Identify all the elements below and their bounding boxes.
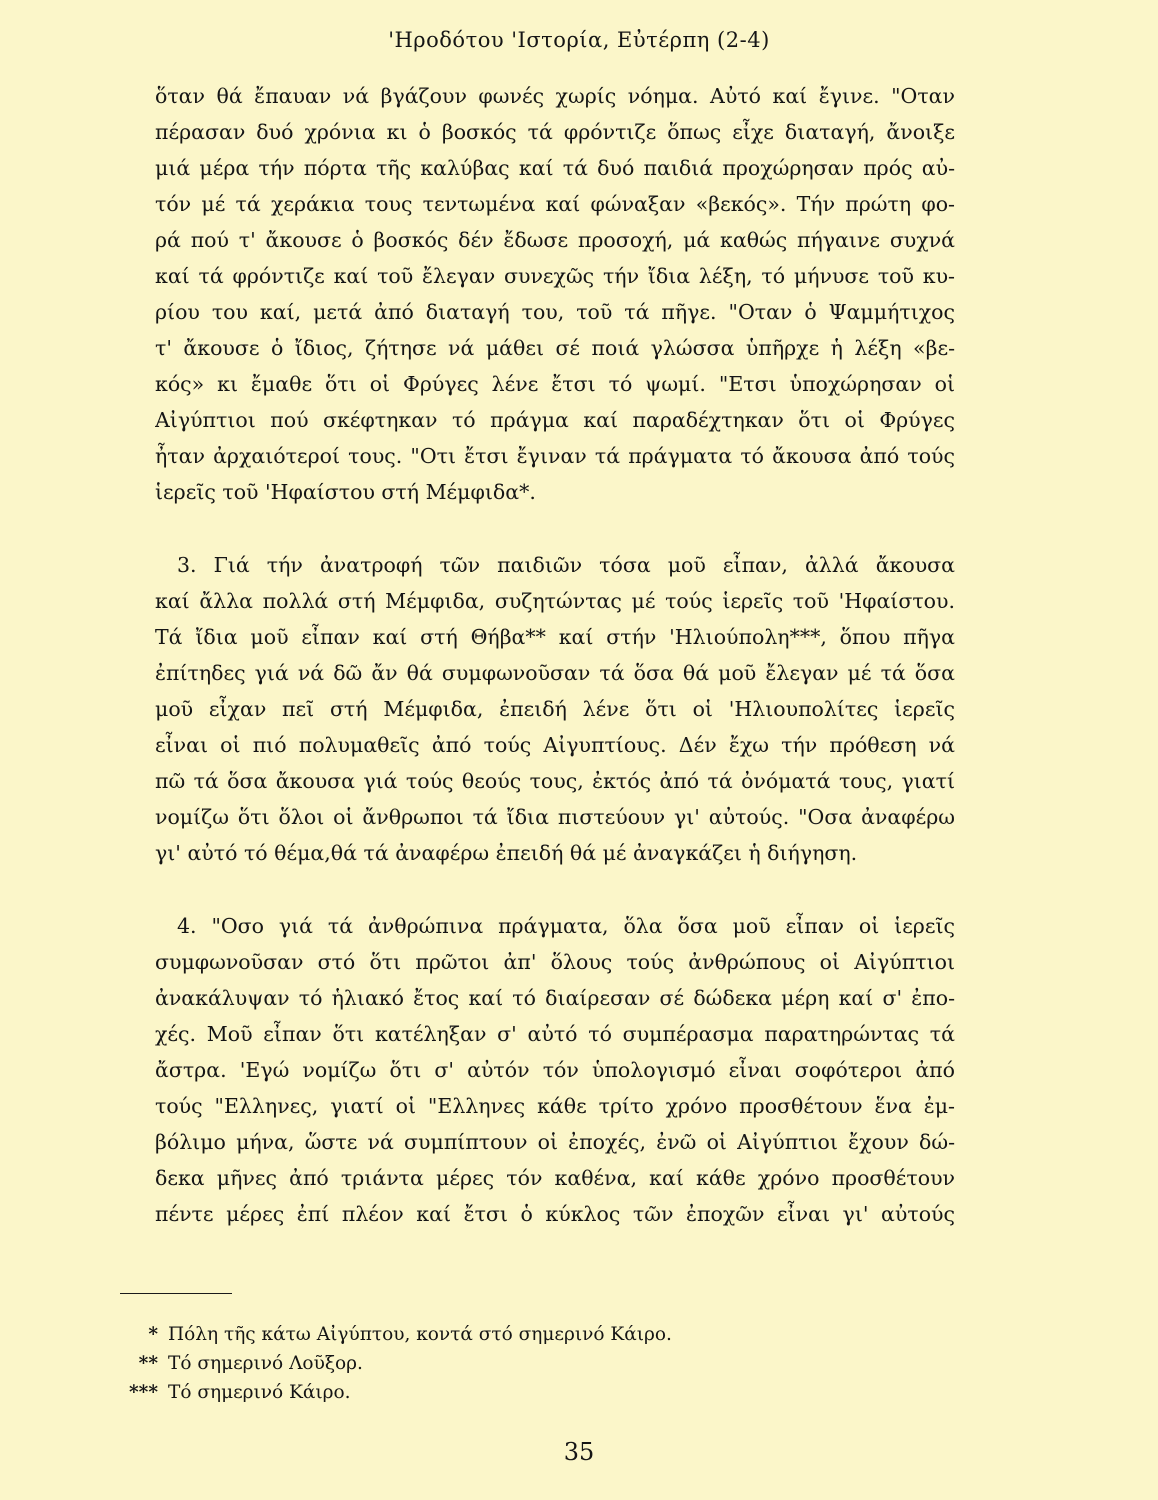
text-line: ἀνακάλυψαν τό ἡλιακό ἔτος καί τό διαίρεσαν σέ δώδεκα μέρη καί σ' ἐπο-: [155, 986, 955, 1010]
text-line: γι' αὐτό τό θέμα,θά τά ἀναφέρω ἐπειδή θά μέ ἀναγκάζει ἡ διήγηση.: [155, 841, 858, 865]
text-line: μιά μέρα τήν πόρτα τῆς καλύβας καί τά δυό παιδιά προχώρησαν πρός αὐ-: [155, 156, 955, 180]
text-line: καί τά φρόντιζε καί τοῦ ἔλεγαν συνεχῶς τήν ἴδια λέξη, τό μήνυσε τοῦ κυ-: [155, 264, 955, 288]
footnote-text: Πόλη τῆς κάτω Αἰγύπτου, κοντά στό σημερινό Κάιρο.: [168, 1324, 672, 1345]
text-line: τόν μέ τά χεράκια τους τεντωμένα καί φώναξαν «βεκός». Τήν πρώτη φο-: [155, 192, 955, 216]
text-line: κός» κι ἔμαθε ὅτι οἱ Φρύγες λένε ἔτσι τό ψωμί. "Ετσι ὑποχώρησαν οἱ: [155, 372, 955, 396]
body-text: [155, 78, 955, 1232]
text-line: ὅταν θά ἔπαυαν νά βγάζουν φωνές χωρίς νόημα. Αὐτό καί ἔγινε. "Οταν: [155, 84, 955, 108]
running-header: 'Ηροδότου 'Ιστορία, Εὐτέρπη (2-4): [388, 28, 770, 52]
footnote-marker: ***: [128, 1382, 158, 1403]
text-line: πέρασαν δυό χρόνια κι ὁ βοσκός τά φρόντιζε ὅπως εἶχε διαταγή, ἄνοιξε: [155, 120, 955, 144]
text-line: ἄστρα. 'Εγώ νομίζω ὅτι σ' αὐτόν τόν ὑπολογισμό εἶναι σοφότεροι ἀπό: [155, 1058, 955, 1082]
footnote-marker: **: [138, 1353, 158, 1374]
section-4-heading-line: 4. "Οσο γιά τά ἀνθρώπινα πράγματα, ὅλα ὅσα μοῦ εἶπαν οἱ ἱερεῖς: [177, 914, 955, 938]
text-line: Τά ἴδια μοῦ εἶπαν καί στή Θήβα** καί στήν 'Ηλιούπολη***, ὅπου πῆγα: [155, 625, 955, 649]
text-line: χές. Μοῦ εἶπαν ὅτι κατέληξαν σ' αὐτό τό συμπέρασμα παρατηρώντας τά: [155, 1022, 955, 1046]
text-line: ρίου του καί, μετά ἀπό διαταγή του, τοῦ τά πῆγε. "Οταν ὁ Ψαμμήτιχος: [155, 300, 955, 324]
footnote-marker: *: [148, 1324, 158, 1345]
footnote: [118, 1378, 672, 1407]
text-line: μοῦ εἶχαν πεῖ στή Μέμφιδα, ἐπειδή λένε ὅτι οἱ 'Ηλιουπολίτες ἱερεῖς: [155, 697, 955, 721]
text-line: δεκα μῆνες ἀπό τριάντα μέρες τόν καθένα, καί κάθε χρόνο προσθέτουν: [155, 1166, 955, 1190]
text-line: ἦταν ἀρχαιότεροί τους. "Οτι ἔτσι ἔγιναν τά πράγματα τό ἄκουσα ἀπό τούς: [155, 444, 955, 468]
text-line: πέντε μέρες ἐπί πλέον καί ἔτσι ὁ κύκλος τῶν ἐποχῶν εἶναι γι' αὐτούς: [155, 1202, 955, 1226]
text-line: ἐπίτηδες γιά νά δῶ ἄν θά συμφωνοῦσαν τά ὅσα θά μοῦ ἔλεγαν μέ τά ὅσα: [155, 661, 955, 685]
text-line: βόλιμο μήνα, ὥστε νά συμπίπτουν οἱ ἐποχές, ἐνῶ οἱ Αἰγύπτιοι ἔχουν δώ-: [155, 1130, 955, 1154]
footnotes: [118, 1320, 672, 1407]
section-3-heading-line: 3. Γιά τήν ἀνατροφή τῶν παιδιῶν τόσα μοῦ εἶπαν, ἀλλά ἄκουσα: [177, 553, 955, 577]
text-line: καί ἄλλα πολλά στή Μέμφιδα, συζητώντας μέ τούς ἱερεῖς τοῦ 'Ηφαίστου.: [155, 589, 955, 613]
footnote: [118, 1349, 672, 1378]
footnote-text: Τό σημερινό Λοῦξορ.: [168, 1353, 363, 1374]
text-line: συμφωνοῦσαν στό ὅτι πρῶτοι ἀπ' ὅλους τούς ἀνθρώπους οἱ Αἰγύπτιοι: [155, 950, 955, 974]
footnote: [118, 1320, 672, 1349]
text-line: εἶναι οἱ πιό πολυμαθεῖς ἀπό τούς Αἰγυπτίους. Δέν ἔχω τήν πρόθεση νά: [155, 733, 955, 757]
text-line: νομίζω ὅτι ὅλοι οἱ ἄνθρωποι τά ἴδια πιστεύουν γι' αὐτούς. "Οσα ἀναφέρω: [155, 805, 955, 829]
page-number: 35: [563, 1438, 595, 1466]
text-line: Αἰγύπτιοι πού σκέφτηκαν τό πράγμα καί παραδέχτηκαν ὅτι οἱ Φρύγες: [155, 408, 955, 432]
footnote-divider: [120, 1293, 232, 1294]
text-line: ἱερεῖς τοῦ 'Ηφαίστου στή Μέμφιδα*.: [155, 480, 536, 504]
text-line: πῶ τά ὅσα ἄκουσα γιά τούς θεούς τους, ἐκτός ἀπό τά ὀνόματά τους, γιατί: [155, 769, 955, 793]
footnote-text: Τό σημερινό Κάιρο.: [168, 1382, 351, 1403]
text-line: ρά πού τ' ἄκουσε ὁ βοσκός δέν ἔδωσε προσοχή, μά καθώς πήγαινε συχνά: [155, 228, 955, 252]
text-line: τ' ἄκουσε ὁ ἴδιος, ζήτησε νά μάθει σέ ποιά γλώσσα ὑπῆρχε ἡ λέξη «βε-: [155, 336, 955, 360]
text-line: τούς "Ελληνες, γιατί οἱ "Ελληνες κάθε τρίτο χρόνο προσθέτουν ἕνα ἐμ-: [155, 1094, 955, 1118]
